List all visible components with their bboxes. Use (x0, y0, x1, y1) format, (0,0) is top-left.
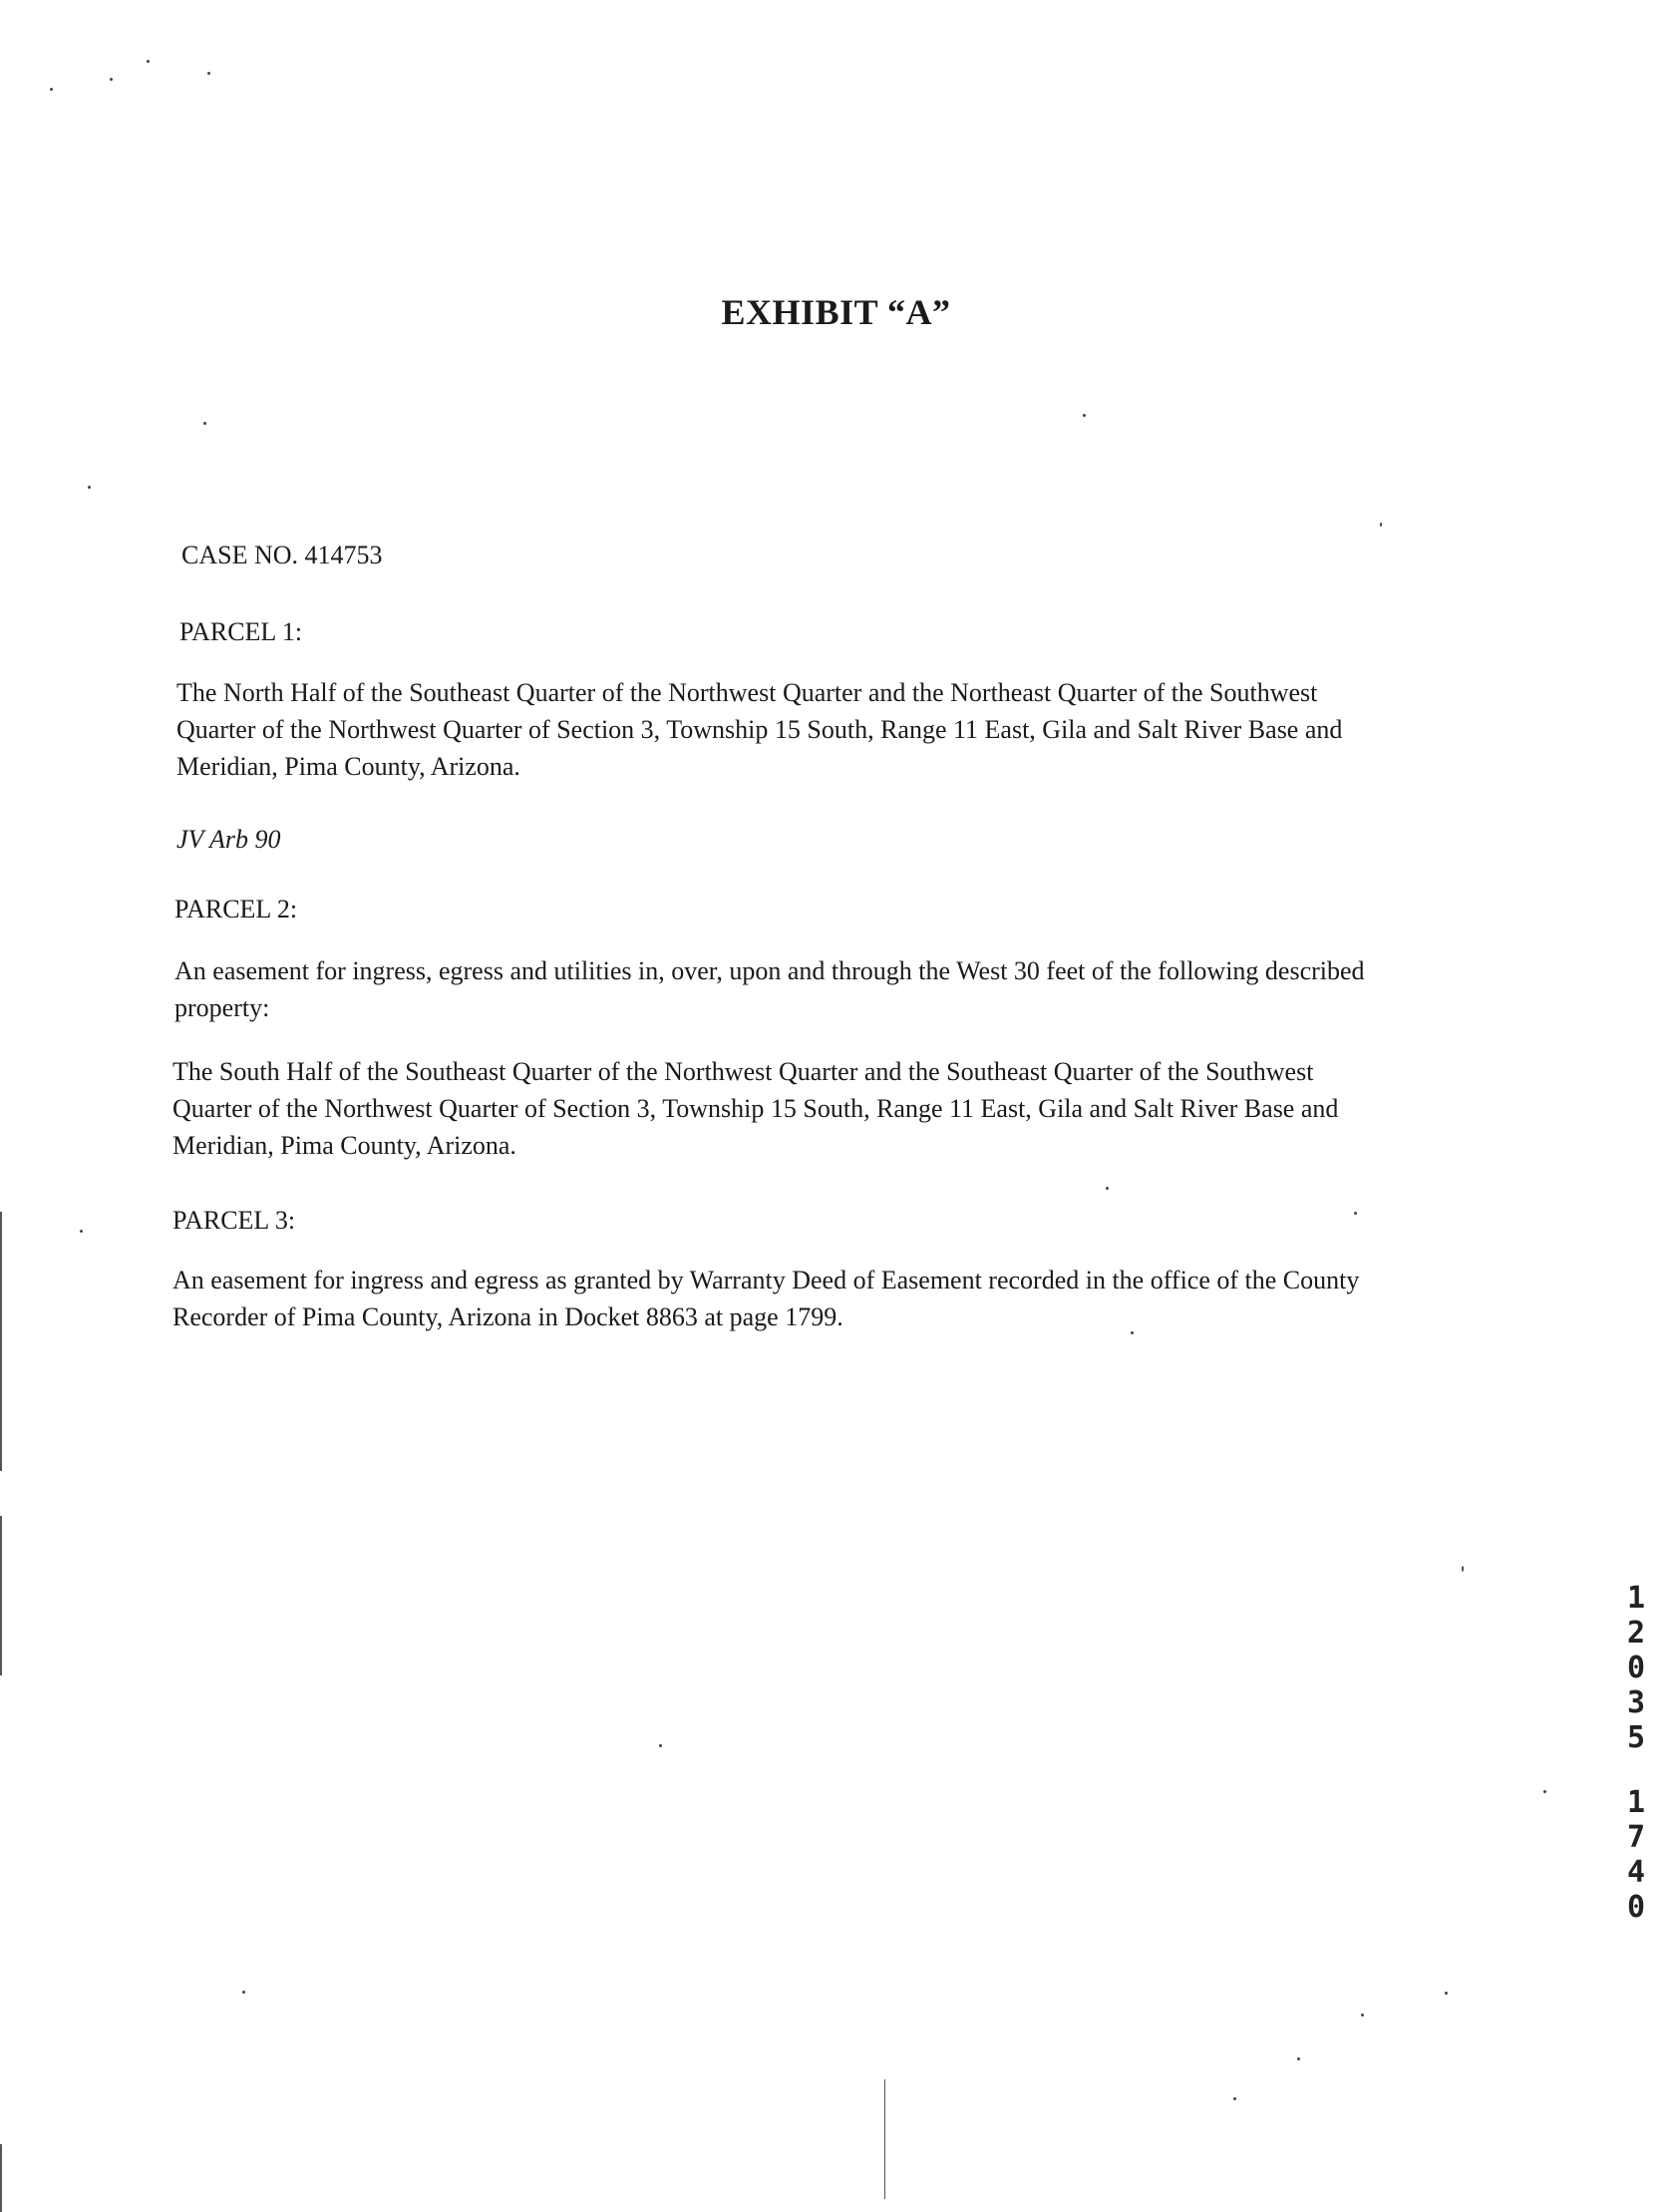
scan-speck (659, 1744, 662, 1747)
scan-speck (80, 1230, 83, 1233)
scan-speck (1380, 523, 1382, 527)
parcel-2-easement-intro (174, 952, 1570, 1026)
description-line: An easement for ingress, egress and utilities in, over, upon and through the West 30 feet of the following described (174, 956, 1365, 985)
recording-digit: 0 (1626, 1651, 1646, 1685)
recording-number-stamp (1618, 1581, 1654, 1925)
scan-speck (203, 422, 206, 425)
description-line: Meridian, Pima County, Arizona. (176, 752, 520, 781)
description-line: Quarter of the Northwest Quarter of Section 3, Township 15 South, Range 11 East, Gila and Salt River Base and (172, 1094, 1339, 1123)
scan-speck (1354, 1212, 1357, 1215)
description-line: Recorder of Pima County, Arizona in Docket 8863 at page 1799. (172, 1302, 843, 1331)
stamp-gap (1618, 1755, 1654, 1785)
scan-speck (50, 88, 53, 91)
scan-speck (1361, 2014, 1364, 2017)
recording-digit: 7 (1626, 1820, 1646, 1855)
description-line: Quarter of the Northwest Quarter of Section 3, Township 15 South, Range 11 East, Gila and Salt River Base and (176, 715, 1343, 744)
recording-digit: 0 (1626, 1890, 1646, 1925)
parcel-2-heading: PARCEL 2: (174, 895, 298, 923)
parcel-3-heading: PARCEL 3: (172, 1206, 296, 1235)
description-line: The North Half of the Southeast Quarter of the Northwest Quarter and the Northeast Quarter of the Southwest (176, 678, 1318, 707)
scan-speck (207, 72, 210, 75)
description-line: An easement for ingress and egress as granted by Warranty Deed of Easement recorded in the office of the County (172, 1266, 1360, 1294)
description-line: property: (174, 993, 270, 1022)
recording-digit: 1 (1626, 1785, 1646, 1820)
scan-speck (1445, 1992, 1448, 1995)
scan-speck (242, 1991, 245, 1994)
case-number: CASE NO. 414753 (181, 541, 383, 569)
scan-speck (1106, 1187, 1109, 1190)
scan-edge-line (884, 2079, 885, 2199)
scan-speck (88, 486, 91, 489)
scan-speck (1297, 2057, 1300, 2060)
recording-digit: 3 (1626, 1685, 1646, 1720)
parcel-2-description (172, 1053, 1568, 1164)
scan-edge-line (0, 1212, 2, 1471)
scan-speck (1462, 1566, 1464, 1572)
scan-speck (1543, 1790, 1546, 1793)
scan-speck (1233, 2097, 1236, 2100)
parcel-1-description (176, 674, 1572, 785)
scan-edge-line (0, 1516, 2, 1675)
jv-arb-note: JV Arb 90 (176, 825, 281, 854)
scan-speck (110, 78, 113, 81)
description-line: The South Half of the Southeast Quarter of the Northwest Quarter and the Southeast Quarter of the Southwest (172, 1057, 1314, 1086)
scan-speck (147, 60, 150, 63)
exhibit-title: EXHIBIT “A” (721, 292, 951, 332)
scan-speck (1083, 414, 1086, 417)
recording-digit: 1 (1626, 1581, 1646, 1616)
parcel-3-description (172, 1262, 1568, 1335)
description-line: Meridian, Pima County, Arizona. (172, 1131, 516, 1160)
recording-digit: 2 (1626, 1616, 1646, 1651)
recording-digit: 4 (1626, 1855, 1646, 1890)
recording-digit: 5 (1626, 1720, 1646, 1755)
scan-edge-line (0, 2144, 2, 2212)
parcel-1-heading: PARCEL 1: (179, 617, 303, 646)
